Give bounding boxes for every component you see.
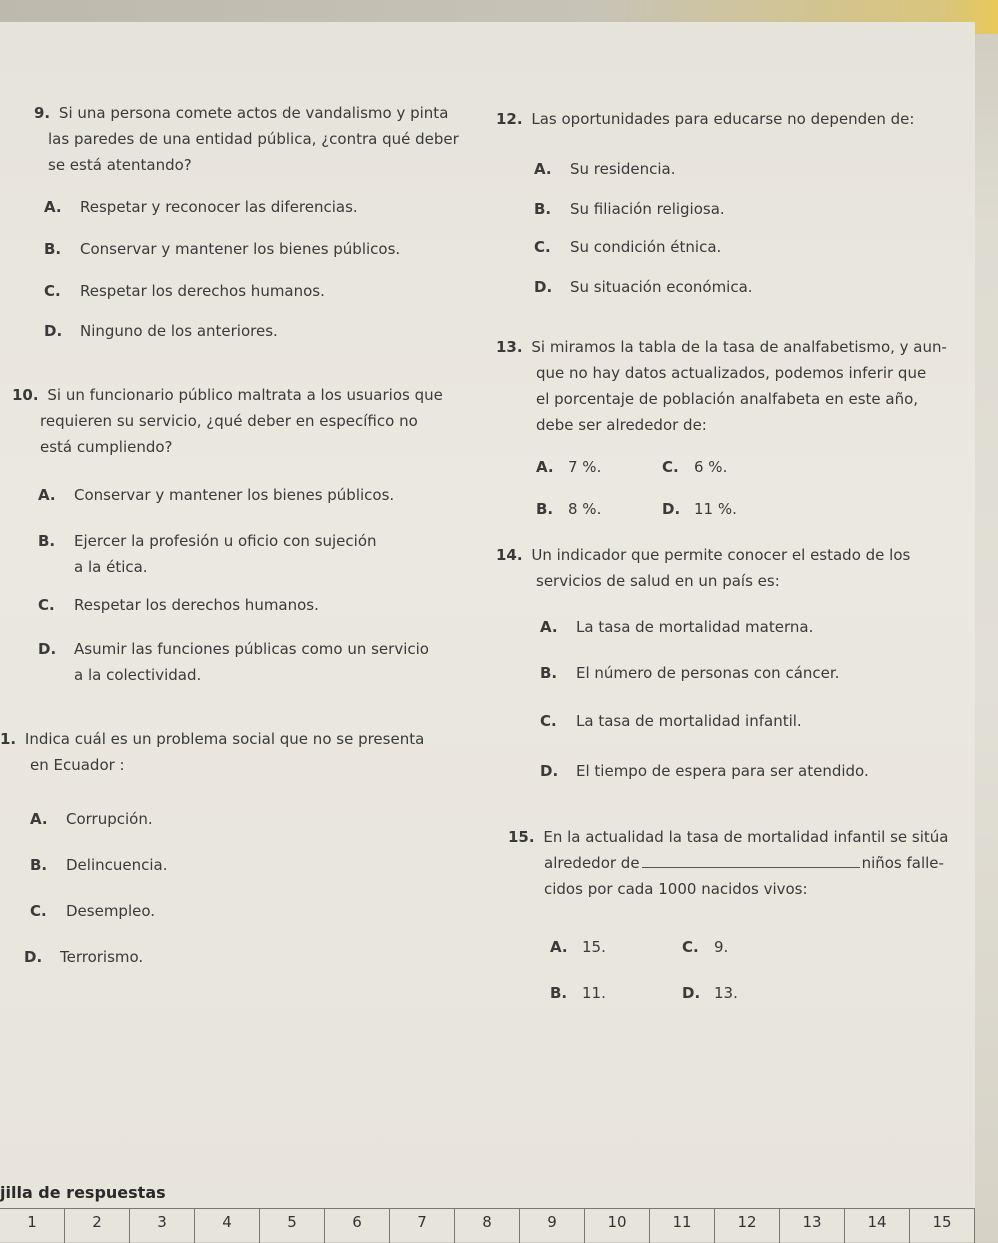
- question-number: 10.: [12, 386, 39, 404]
- option-14b[interactable]: [540, 664, 839, 682]
- option-13c[interactable]: [662, 458, 727, 476]
- option-letter: D.: [44, 322, 63, 340]
- option-15c[interactable]: [682, 938, 728, 956]
- option-15a[interactable]: [550, 938, 606, 956]
- answer-cell[interactable]: 8: [455, 1209, 520, 1243]
- option-text: La tasa de mortalidad infantil.: [576, 712, 802, 730]
- option-12d[interactable]: [534, 278, 753, 296]
- question-text-line: que no hay datos actualizados, podemos inferir que: [536, 364, 927, 382]
- option-text: 15.: [582, 938, 606, 956]
- option-letter: A.: [550, 938, 568, 956]
- option-letter: B.: [44, 240, 62, 258]
- answer-cell[interactable]: 9: [520, 1209, 585, 1243]
- option-text: Su filiación religiosa.: [570, 200, 725, 218]
- answer-cell[interactable]: 2: [65, 1209, 130, 1243]
- option-text: 8 %.: [568, 500, 602, 518]
- option-letter: B.: [534, 200, 552, 218]
- option-letter: C.: [30, 902, 47, 920]
- option-13d[interactable]: [662, 500, 737, 518]
- option-text: Su situación económica.: [570, 278, 753, 296]
- option-text: Su residencia.: [570, 160, 676, 178]
- answer-cell[interactable]: 6: [325, 1209, 390, 1243]
- option-text: 9.: [714, 938, 729, 956]
- option-9a[interactable]: [44, 198, 358, 216]
- option-text: La tasa de mortalidad materna.: [576, 618, 814, 636]
- option-text: 11.: [582, 984, 606, 1002]
- question-text-line: En la actualidad la tasa de mortalidad infantil se sitúa: [543, 828, 949, 846]
- option-letter: D.: [24, 948, 43, 966]
- option-10a[interactable]: [38, 486, 394, 504]
- question-number: 9.: [34, 104, 51, 122]
- question-text-line: niños falle-: [861, 854, 944, 872]
- question-number: 1.: [0, 730, 17, 748]
- option-letter: C.: [534, 238, 551, 256]
- option-letter: A.: [30, 810, 48, 828]
- option-10b[interactable]: [38, 528, 377, 580]
- answer-grid: [0, 1208, 975, 1243]
- question-15: [508, 824, 974, 902]
- question-12: [496, 106, 956, 132]
- option-11a[interactable]: [30, 810, 153, 828]
- question-text-line: está cumpliendo?: [40, 438, 173, 456]
- option-9c[interactable]: [44, 282, 325, 300]
- question-text-line: Si miramos la tabla de la tasa de analfabetismo, y aun-: [531, 338, 947, 356]
- option-text: El tiempo de espera para ser atendido.: [576, 762, 869, 780]
- answer-cell[interactable]: 10: [585, 1209, 650, 1243]
- question-text-line: servicios de salud en un país es:: [536, 572, 780, 590]
- option-15b[interactable]: [550, 984, 606, 1002]
- answer-cell[interactable]: 14: [845, 1209, 910, 1243]
- answer-cell[interactable]: 15: [910, 1209, 975, 1243]
- option-text: Respetar los derechos humanos.: [80, 282, 325, 300]
- option-text: Asumir las funciones públicas como un servicio: [74, 640, 429, 658]
- question-number: 15.: [508, 828, 535, 846]
- option-text: Conservar y mantener los bienes públicos.: [74, 486, 395, 504]
- answer-cell[interactable]: 13: [780, 1209, 845, 1243]
- option-letter: C.: [540, 712, 557, 730]
- option-9b[interactable]: [44, 240, 400, 258]
- option-text: Corrupción.: [66, 810, 153, 828]
- option-text: Su condición étnica.: [570, 238, 722, 256]
- option-letter: B.: [30, 856, 48, 874]
- answer-cell[interactable]: 7: [390, 1209, 455, 1243]
- question-text-line: las paredes de una entidad pública, ¿contra qué deber: [48, 130, 459, 148]
- option-letter: A.: [38, 486, 56, 504]
- option-letter: D.: [534, 278, 553, 296]
- answer-cell[interactable]: 1: [0, 1209, 65, 1243]
- option-letter: D.: [540, 762, 559, 780]
- option-11b[interactable]: [30, 856, 167, 874]
- question-number: 12.: [496, 110, 523, 128]
- option-text: a la ética.: [74, 558, 148, 576]
- option-letter: D.: [38, 640, 57, 658]
- option-letter: A.: [536, 458, 554, 476]
- option-text: El número de personas con cáncer.: [576, 664, 840, 682]
- blank-line[interactable]: [642, 853, 860, 868]
- question-9: [34, 100, 464, 178]
- option-letter: C.: [662, 458, 679, 476]
- option-letter: C.: [38, 596, 55, 614]
- question-number: 14.: [496, 546, 523, 564]
- option-14c[interactable]: [540, 712, 802, 730]
- question-text-line: alrededor de: [544, 854, 640, 872]
- question-text-line: Si un funcionario público maltrata a los usuarios que: [47, 386, 443, 404]
- answer-cell[interactable]: 11: [650, 1209, 715, 1243]
- option-letter: D.: [682, 984, 701, 1002]
- option-text: 13.: [714, 984, 738, 1002]
- question-text-line: Si una persona comete actos de vandalismo y pinta: [58, 104, 449, 122]
- option-10c[interactable]: [38, 596, 319, 614]
- option-11c[interactable]: [30, 902, 155, 920]
- question-text-line: Un indicador que permite conocer el estado de los: [531, 546, 911, 564]
- answer-grid-title: jilla de respuestas: [0, 1183, 166, 1202]
- option-letter: A.: [534, 160, 552, 178]
- option-text: Respetar los derechos humanos.: [74, 596, 319, 614]
- question-text-line: cidos por cada 1000 nacidos vivos:: [544, 880, 808, 898]
- question-text-line: Indica cuál es un problema social que no se presenta: [24, 730, 425, 748]
- option-letter: C.: [44, 282, 61, 300]
- option-text: 6 %.: [694, 458, 728, 476]
- option-9d[interactable]: [44, 322, 278, 340]
- option-12c[interactable]: [534, 238, 721, 256]
- question-number: 13.: [496, 338, 523, 356]
- option-letter: B.: [536, 500, 554, 518]
- question-13: [496, 334, 966, 438]
- option-text: Terrorismo.: [60, 948, 144, 966]
- option-text: 7 %.: [568, 458, 602, 476]
- option-letter: D.: [662, 500, 681, 518]
- question-11: [0, 726, 460, 778]
- question-14: [496, 542, 966, 594]
- option-text: 11 %.: [694, 500, 737, 518]
- question-text-line: el porcentaje de población analfabeta en este año,: [536, 390, 919, 408]
- option-letter: B.: [38, 532, 56, 550]
- option-text: Ninguno de los anteriores.: [80, 322, 278, 340]
- option-letter: B.: [540, 664, 558, 682]
- option-text: Ejercer la profesión u oficio con sujeción: [74, 532, 377, 550]
- option-12a[interactable]: [534, 160, 675, 178]
- option-letter: A.: [540, 618, 558, 636]
- answer-cell[interactable]: 5: [260, 1209, 325, 1243]
- option-13a[interactable]: [536, 458, 601, 476]
- option-10d[interactable]: [38, 636, 429, 688]
- option-text: Respetar y reconocer las diferencias.: [80, 198, 358, 216]
- question-text-line: Las oportunidades para educarse no dependen de:: [531, 110, 915, 128]
- answer-cell[interactable]: 4: [195, 1209, 260, 1243]
- option-letter: B.: [550, 984, 568, 1002]
- option-13b[interactable]: [536, 500, 601, 518]
- question-text-line: requieren su servicio, ¿qué deber en específico no: [40, 412, 418, 430]
- option-12b[interactable]: [534, 200, 725, 218]
- option-14a[interactable]: [540, 618, 813, 636]
- question-10: [12, 382, 462, 460]
- question-text-line: se está atentando?: [48, 156, 192, 174]
- option-text: Delincuencia.: [66, 856, 168, 874]
- option-text: Desempleo.: [66, 902, 156, 920]
- option-text: a la colectividad.: [74, 666, 202, 684]
- answer-cell[interactable]: 12: [715, 1209, 780, 1243]
- option-letter: C.: [682, 938, 699, 956]
- option-text: Conservar y mantener los bienes públicos.: [80, 240, 401, 258]
- option-14d[interactable]: [540, 762, 869, 780]
- question-text-line: en Ecuador :: [30, 756, 125, 774]
- question-text-line: debe ser alrededor de:: [536, 416, 707, 434]
- answer-cell[interactable]: 3: [130, 1209, 195, 1243]
- option-11d[interactable]: [24, 948, 143, 966]
- option-15d[interactable]: [682, 984, 738, 1002]
- option-letter: A.: [44, 198, 62, 216]
